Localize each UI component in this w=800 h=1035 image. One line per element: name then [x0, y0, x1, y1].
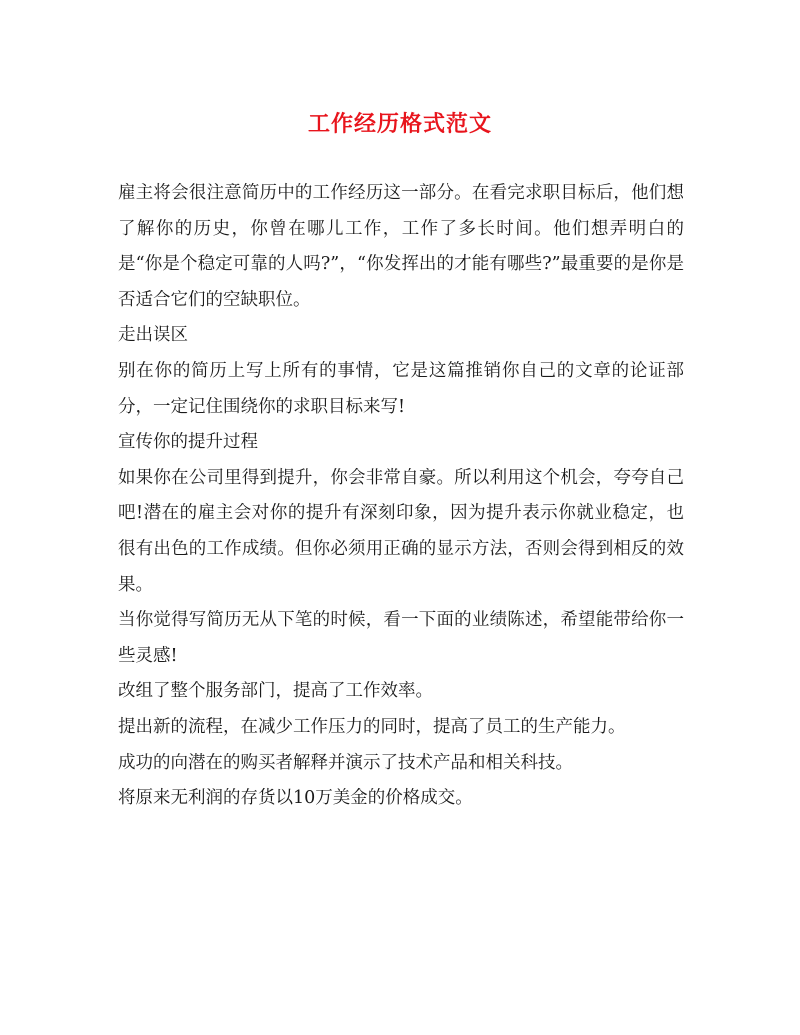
document-body [118, 176, 684, 817]
section-heading-misconceptions: 走出误区 [118, 325, 188, 346]
achievement-item: 改组了整个服务部门，提高了工作效率。 [118, 681, 433, 702]
paragraph-promotion: 如果你在公司里得到提升，你会非常自豪。所以利用这个机会，夸夸自己吧!潜在的雇主会对你的提升有深刻印象，因为提升表示你就业稳定，也很有出色的工作成绩。但你必须用正确的显示方法，否则会得到相反的效果。 [118, 467, 684, 595]
paragraph-intro: 雇主将会很注意简历中的工作经历这一部分。在看完求职目标后，他们想了解你的历史，你曾在哪儿工作，工作了多长时间。他们想弄明白的是“你是个稳定可靠的人吗?”，“你发挥出的才能有哪些?”最重要的是你是否适合它们的空缺职位。 [118, 183, 684, 310]
document-title: 工作经历格式范文 [307, 111, 492, 137]
achievement-item: 将原来无利润的存货以10万美金的价格成交。 [118, 788, 473, 809]
achievement-item: 成功的向潜在的购买者解释并演示了技术产品和相关科技。 [118, 752, 573, 773]
paragraph-inspiration: 当你觉得写简历无从下笔的时候，看一下面的业绩陈述，希望能带给你一些灵感! [118, 610, 684, 666]
achievement-item: 提出新的流程，在减少工作压力的同时，提高了员工的生产能力。 [118, 716, 626, 737]
paragraph-misconceptions: 别在你的简历上写上所有的事情，它是这篇推销你自己的文章的论证部分，一定记住围绕你的求职目标来写! [118, 360, 684, 417]
section-heading-promotion: 宣传你的提升过程 [118, 432, 258, 453]
